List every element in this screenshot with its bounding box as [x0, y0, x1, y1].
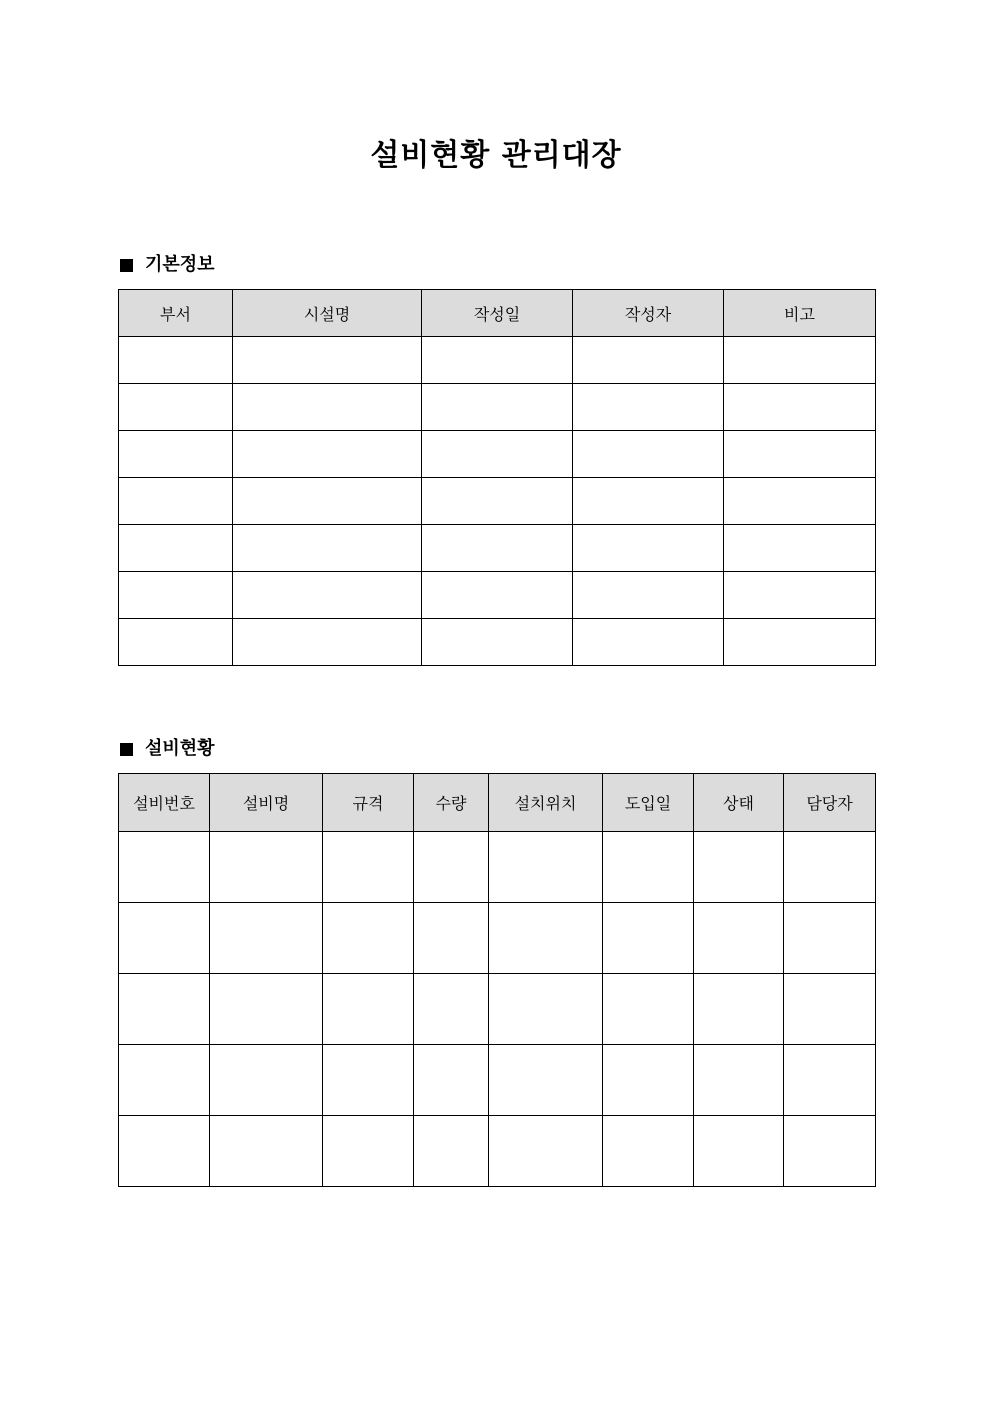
table-row — [119, 832, 876, 903]
table-cell[interactable] — [210, 903, 323, 974]
table-cell[interactable] — [119, 337, 233, 384]
table-cell[interactable] — [489, 1045, 603, 1116]
table-cell[interactable] — [489, 1116, 603, 1187]
table-cell[interactable] — [724, 619, 876, 666]
column-header-date-written: 작성일 — [422, 290, 573, 337]
table-cell[interactable] — [210, 832, 323, 903]
column-header-equipment-number: 설비번호 — [119, 774, 210, 832]
table-cell[interactable] — [784, 832, 876, 903]
page-title: 설비현황 관리대장 — [370, 138, 622, 173]
column-header-status: 상태 — [694, 774, 784, 832]
column-header-remarks: 비고 — [724, 290, 876, 337]
table-cell[interactable] — [724, 431, 876, 478]
table-cell[interactable] — [119, 1045, 210, 1116]
table-cell[interactable] — [573, 431, 724, 478]
section-heading-label: 기본정보 — [145, 254, 215, 275]
column-header-department: 부서 — [119, 290, 233, 337]
table-cell[interactable] — [119, 431, 233, 478]
table-row — [119, 1116, 876, 1187]
table-cell[interactable] — [573, 384, 724, 431]
column-header-author: 작성자 — [573, 290, 724, 337]
table-cell[interactable] — [784, 1116, 876, 1187]
section-heading-label: 설비현황 — [145, 738, 215, 759]
table-header-row — [119, 774, 876, 832]
table-header-row — [119, 290, 876, 337]
square-bullet-icon — [120, 259, 133, 272]
column-header-equipment-name: 설비명 — [210, 774, 323, 832]
table-cell[interactable] — [233, 337, 422, 384]
table-cell[interactable] — [489, 832, 603, 903]
table-cell[interactable] — [422, 337, 573, 384]
table-row — [119, 903, 876, 974]
table-cell[interactable] — [422, 525, 573, 572]
table-cell[interactable] — [233, 478, 422, 525]
table-cell[interactable] — [422, 478, 573, 525]
column-header-install-location: 설치위치 — [489, 774, 603, 832]
table-cell[interactable] — [414, 832, 489, 903]
table-cell[interactable] — [323, 974, 414, 1045]
table-cell[interactable] — [694, 974, 784, 1045]
table-cell[interactable] — [694, 1045, 784, 1116]
table-cell[interactable] — [573, 525, 724, 572]
table-cell[interactable] — [694, 832, 784, 903]
table-cell[interactable] — [233, 431, 422, 478]
column-header-manager: 담당자 — [784, 774, 876, 832]
table-cell[interactable] — [694, 1116, 784, 1187]
table-cell[interactable] — [422, 384, 573, 431]
table-cell[interactable] — [323, 1116, 414, 1187]
table-cell[interactable] — [603, 832, 694, 903]
table-cell[interactable] — [233, 619, 422, 666]
table-row — [119, 572, 876, 619]
column-header-introduction-date: 도입일 — [603, 774, 694, 832]
table-cell[interactable] — [119, 572, 233, 619]
table-cell[interactable] — [694, 903, 784, 974]
table-cell[interactable] — [414, 1116, 489, 1187]
table-cell[interactable] — [784, 1045, 876, 1116]
table-cell[interactable] — [119, 974, 210, 1045]
table-cell[interactable] — [724, 384, 876, 431]
section-heading-basic-info — [120, 252, 215, 278]
table-cell[interactable] — [414, 974, 489, 1045]
table-cell[interactable] — [489, 974, 603, 1045]
table-cell[interactable] — [119, 832, 210, 903]
table-cell[interactable] — [233, 384, 422, 431]
table-cell[interactable] — [210, 1116, 323, 1187]
table-cell[interactable] — [489, 903, 603, 974]
table-cell[interactable] — [119, 478, 233, 525]
table-cell[interactable] — [119, 619, 233, 666]
table-row — [119, 974, 876, 1045]
table-cell[interactable] — [119, 1116, 210, 1187]
table-cell[interactable] — [422, 431, 573, 478]
table-cell[interactable] — [210, 1045, 323, 1116]
table-cell[interactable] — [603, 974, 694, 1045]
table-cell[interactable] — [422, 572, 573, 619]
basic-info-table — [118, 289, 876, 666]
table-cell[interactable] — [603, 903, 694, 974]
table-cell[interactable] — [603, 1116, 694, 1187]
table-cell[interactable] — [119, 384, 233, 431]
table-cell[interactable] — [573, 478, 724, 525]
table-cell[interactable] — [323, 1045, 414, 1116]
table-cell[interactable] — [414, 1045, 489, 1116]
table-row — [119, 1045, 876, 1116]
table-cell[interactable] — [323, 903, 414, 974]
table-row — [119, 619, 876, 666]
table-cell[interactable] — [119, 525, 233, 572]
equipment-status-table — [118, 773, 876, 1187]
table-cell[interactable] — [784, 903, 876, 974]
section-heading-equipment-status — [120, 736, 215, 762]
table-cell[interactable] — [573, 572, 724, 619]
table-cell[interactable] — [784, 974, 876, 1045]
table-row — [119, 431, 876, 478]
table-cell[interactable] — [724, 478, 876, 525]
table-cell[interactable] — [210, 974, 323, 1045]
table-cell[interactable] — [724, 337, 876, 384]
table-cell[interactable] — [724, 525, 876, 572]
table-row — [119, 525, 876, 572]
table-cell[interactable] — [422, 619, 573, 666]
table-cell[interactable] — [573, 619, 724, 666]
table-cell[interactable] — [414, 903, 489, 974]
table-row — [119, 478, 876, 525]
column-header-facility-name: 시설명 — [233, 290, 422, 337]
table-cell[interactable] — [603, 1045, 694, 1116]
table-cell[interactable] — [233, 525, 422, 572]
table-cell[interactable] — [233, 572, 422, 619]
square-bullet-icon — [120, 743, 133, 756]
table-cell[interactable] — [323, 832, 414, 903]
column-header-specification: 규격 — [323, 774, 414, 832]
table-cell[interactable] — [573, 337, 724, 384]
table-row — [119, 384, 876, 431]
column-header-quantity: 수량 — [414, 774, 489, 832]
table-cell[interactable] — [119, 903, 210, 974]
table-row — [119, 337, 876, 384]
table-cell[interactable] — [724, 572, 876, 619]
